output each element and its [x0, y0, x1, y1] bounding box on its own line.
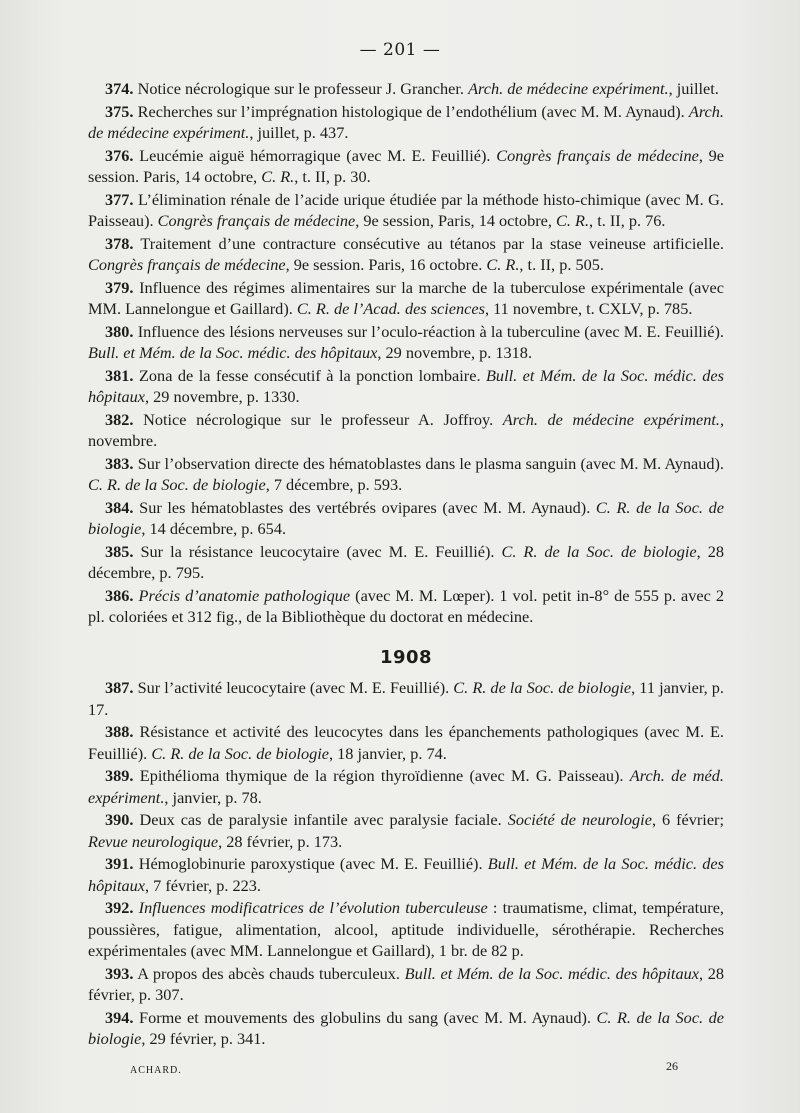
- entry-number: 390.: [105, 810, 134, 830]
- entry-text: Sur la résistance leucocytaire (avec M. E. Feuillié).: [140, 541, 502, 561]
- entry-392: [88, 897, 724, 961]
- entry-source: C. R. de l’Acad. des sciences: [296, 299, 485, 318]
- entry-text: Influence des régimes alimentaires sur la marche de la tuberculose expérimentale (avec MM. Lannelongue et Gaillard).: [88, 277, 724, 318]
- entry-source: Société de neurologie: [507, 810, 652, 830]
- entry-394: [88, 1007, 724, 1050]
- entry-number: 376.: [105, 145, 134, 165]
- entry-382: [88, 409, 724, 452]
- entry-text: , juillet.: [668, 79, 719, 98]
- year-heading-1908: 1908: [379, 647, 433, 669]
- entry-number: 384.: [105, 497, 134, 517]
- entry-388: [88, 721, 724, 764]
- entry-text: Hémoglobinurie paroxystique (avec M. E. Feuillié).: [138, 854, 488, 874]
- entry-text: , 11 janvier, p. 17.: [88, 678, 724, 719]
- entry-source: Arch. de médecine expériment.: [88, 101, 724, 142]
- entry-text: Deux cas de paralysie infantile avec paralysie faciale.: [139, 810, 508, 830]
- entry-source: C. R. de la Soc. de biologie: [453, 678, 632, 698]
- entry-source: Congrès français de médecine: [157, 211, 356, 230]
- entry-379: [88, 277, 724, 320]
- entry-text: , 6 février;: [651, 810, 724, 830]
- footer-signature: ACHARD.: [130, 1065, 182, 1076]
- entry-391: [88, 853, 724, 896]
- entry-text: Notice nécrologique sur le professeur J. Grancher.: [137, 79, 469, 98]
- entry-source: C. R. de la Soc. de biologie: [88, 475, 266, 494]
- entry-source: C. R.: [556, 211, 590, 230]
- entry-text: Sur l’observation directe des hématoblastes dans le plasma sanguin (avec M. M. Aynaud).: [137, 453, 724, 473]
- entry-source: C. R. de la Soc. de biologie: [151, 743, 330, 763]
- entry-source: Revue neurologique: [88, 831, 219, 851]
- entry-number: 392.: [105, 898, 134, 918]
- entry-source: Arch. de méd. expériment.: [88, 766, 724, 807]
- entry-source: Précis d’anatomie pathologique: [138, 585, 351, 605]
- entry-number: 388.: [105, 722, 134, 742]
- entries-1907: [88, 78, 724, 627]
- entry-376: [88, 145, 724, 188]
- entry-text: , 29 novembre, p. 1330.: [144, 387, 300, 406]
- entry-text: , t. II, p. 76.: [589, 211, 666, 230]
- bibliography-list: [88, 78, 724, 1051]
- entry-source: C. R. de la Soc. de biologie: [88, 1007, 724, 1049]
- entry-386: [88, 585, 724, 628]
- entry-text: , 7 février, p. 223.: [144, 875, 261, 895]
- entry-source: Arch. de médecine expériment.: [502, 409, 720, 429]
- entry-number: 391.: [105, 854, 134, 874]
- entry-source: Bull. et Mém. de la Soc. médic. des hôpitaux: [404, 963, 699, 983]
- entry-source: Bull. et Mém. de la Soc. médic. des hôpitaux: [88, 854, 724, 895]
- entry-source: C. R.: [261, 167, 295, 186]
- entry-text: (avec M. M. Lœper). 1 vol. petit in-8° de 555 p. avec 2 pl. coloriées et 312 fig., de la Bibliothèque du doctorat en médecine.: [88, 585, 724, 626]
- entry-text: , t. II, p. 505.: [519, 255, 604, 274]
- entry-393: [88, 963, 724, 1006]
- entry-378: [88, 233, 724, 276]
- entry-380: [88, 321, 724, 364]
- entry-384: [88, 497, 724, 540]
- entry-text: Influence des lésions nerveuses sur l’oculo-réaction à la tuberculine (avec M. E. Feuillié).: [137, 321, 724, 341]
- entry-text: Forme et mouvements des globulins du sang (avec M. M. Aynaud).: [139, 1007, 597, 1027]
- entry-390: [88, 809, 724, 852]
- entry-text: Sur l’activité leucocytaire (avec M. E. Feuillié).: [137, 678, 454, 698]
- entry-number: 381.: [105, 365, 134, 385]
- entry-text: Epithélioma thymique de la région thyroïdienne (avec M. G. Paisseau).: [139, 766, 630, 786]
- entry-number: 389.: [105, 766, 134, 786]
- entries-1908: [88, 677, 724, 1049]
- entry-text: , 14 décembre, p. 654.: [141, 519, 287, 538]
- entry-number: 382.: [105, 409, 134, 429]
- entry-text: Zona de la fesse consécutif à la ponction lombaire.: [138, 365, 486, 385]
- entry-text: Notice nécrologique sur le professeur A. Joffroy.: [143, 409, 503, 429]
- entry-source: Congrès français de médecine: [496, 145, 699, 165]
- entry-text: , 9e session. Paris, 16 octobre.: [285, 255, 487, 274]
- entry-text: , juillet, p. 437.: [249, 123, 349, 142]
- entry-text: A propos des abcès chauds tuberculeux.: [137, 963, 405, 983]
- entry-number: 383.: [105, 453, 134, 473]
- entry-number: 375.: [105, 101, 134, 121]
- entry-text: Traitement d’une contracture consécutive au tétanos par la stase veineuse artificielle.: [140, 233, 724, 253]
- entry-source: C. R.: [486, 255, 520, 274]
- entry-text: Leucémie aiguë hémorragique (avec M. E. Feuillié).: [139, 145, 497, 165]
- entry-source: Congrès français de médecine: [88, 255, 286, 274]
- entry-source: Influences modificatrices de l’évolution tuberculeuse: [138, 898, 488, 918]
- entry-number: 380.: [105, 321, 134, 341]
- entry-text: , 7 décembre, p. 593.: [265, 475, 403, 494]
- entry-number: 387.: [105, 678, 134, 698]
- entry-number: 393.: [105, 963, 134, 983]
- entry-text: , t. II, p. 30.: [294, 167, 371, 186]
- entry-number: 378.: [105, 233, 134, 253]
- entry-source: Bull. et Mém. de la Soc. médic. des hôpitaux: [88, 343, 378, 362]
- entry-text: , 9e session, Paris, 14 octobre,: [355, 211, 557, 230]
- entry-text: , janvier, p. 78.: [164, 787, 262, 807]
- entry-text: , 28 décembre, p. 795.: [88, 541, 725, 582]
- entry-number: 374.: [105, 79, 134, 98]
- entry-source: Arch. de médecine expériment.: [468, 79, 669, 98]
- entry-text: , 9e session. Paris, 14 octobre,: [88, 145, 724, 186]
- entry-number: 386.: [105, 585, 134, 605]
- entry-text: , 29 novembre, p. 1318.: [377, 343, 533, 362]
- entry-375: [88, 101, 724, 144]
- entry-text: , 11 novembre, t. CXLV, p. 785.: [484, 299, 693, 318]
- entry-389: [88, 765, 724, 808]
- entry-text: Recherches sur l’imprégnation histologique de l’endothélium (avec M. M. Aynaud).: [137, 101, 689, 121]
- entry-383: [88, 453, 724, 496]
- entry-text: , 28 février, p. 173.: [218, 831, 343, 851]
- footer-sheet-number: 26: [666, 1059, 678, 1073]
- entry-text: , 18 janvier, p. 74.: [329, 743, 447, 763]
- entry-377: [88, 189, 724, 232]
- entry-text: Sur les hématoblastes des vertébrés ovipares (avec M. M. Aynaud).: [139, 497, 596, 517]
- entry-number: 385.: [105, 541, 134, 561]
- entry-387: [88, 677, 724, 720]
- entry-number: 379.: [105, 277, 134, 297]
- entry-381: [88, 365, 724, 408]
- entry-text: L’élimination rénale de l’acide urique étudiée par la méthode histo-chimique (avec M. G. Paisseau).: [88, 189, 724, 230]
- entry-374: [88, 78, 724, 99]
- entry-text: : traumatisme, climat, température, poussières, fatigue, alimentation, alcool, aptitude individuelle, sérothérapie. Recherches expérimentales (avec MM. Lannelongue et Gaillard), 1 br. de 82 p.: [88, 898, 725, 961]
- entry-source: Bull. et Mém. de la Soc. médic. des hôpitaux: [88, 365, 724, 406]
- page-number: — 201 —: [359, 40, 441, 60]
- entry-text: Résistance et activité des leucocytes dans les épanchements pathologiques (avec M. E. Feuillié).: [88, 722, 724, 763]
- entry-number: 377.: [105, 189, 134, 209]
- entry-source: C. R. de la Soc. de biologie: [88, 497, 724, 538]
- entry-text: , novembre.: [88, 409, 725, 450]
- entry-text: , 29 février, p. 341.: [141, 1029, 266, 1049]
- entry-source: C. R. de la Soc. de biologie: [501, 541, 697, 561]
- entry-385: [88, 541, 724, 584]
- entry-number: 394.: [105, 1007, 134, 1027]
- entry-text: , 28 février, p. 307.: [88, 963, 725, 1005]
